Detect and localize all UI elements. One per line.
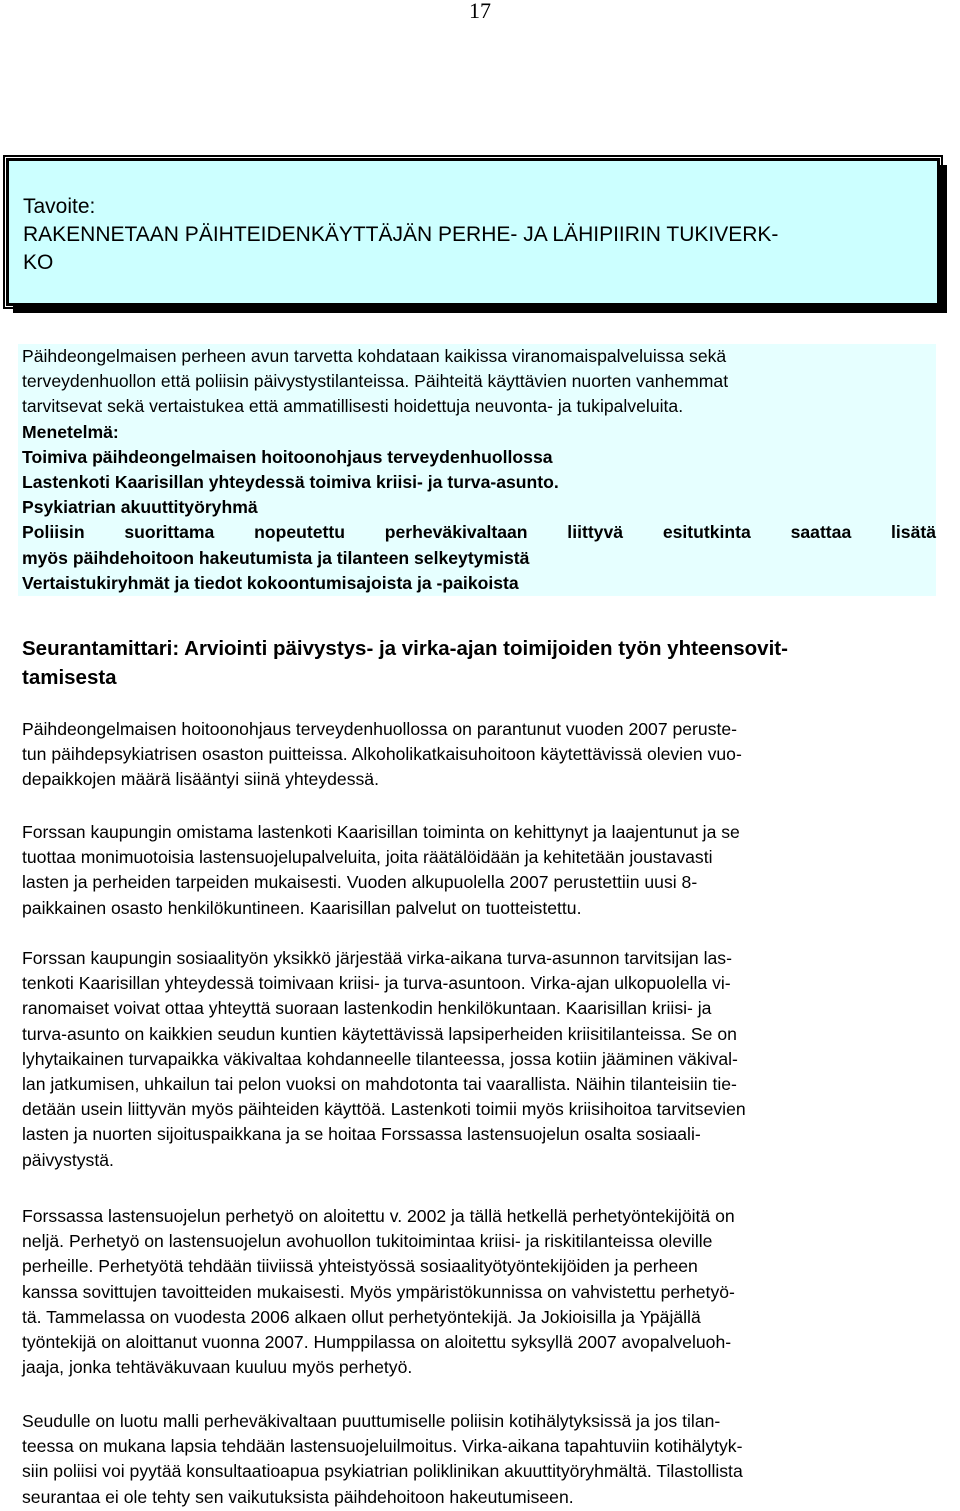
paragraph-line: Seudulle on luotu malli perheväkivaltaan puuttumiselle poliisin kotihälytyksissä ja jos tilan- xyxy=(22,1411,721,1431)
paragraph-line: työntekijä on aloittanut vuonna 2007. Humppilassa on aloitettu syksyllä 2007 avopalveluoh- xyxy=(22,1332,732,1353)
method-highlight-block xyxy=(18,344,936,596)
paragraph-line: seurantaa ei ole tehty sen vaikutuksista päihdehoitoon hakeutumiseen. xyxy=(22,1486,574,1507)
paragraph-line: tun päihdepsykiatrisen osaston puitteissa. Alkoholikatkaisuhoitoon käytettävissä olevien vuo- xyxy=(22,744,742,765)
intro-line: terveydenhuollon että poliisin päivystystilanteissa. Päihteitä käyttävien nuorten vanhemmat xyxy=(22,371,729,392)
paragraph-line: lyhytaikainen turvapaikka väkivaltaa kohdanneelle tilanteessa, jossa kotiin jääminen väkival- xyxy=(22,1048,738,1069)
method-item: Poliisin suorittama nopeutettu perheväkivaltaan liittyvä esitutkinta saattaa lisätä xyxy=(22,522,936,543)
paragraph-treatment-referral xyxy=(22,717,934,793)
goal-label: Tavoite: xyxy=(23,195,96,218)
paragraph-line: lasten ja perheiden tarpeiden mukaisesti. Vuoden alkupuolella 2007 perustettiin uusi 8- xyxy=(22,872,698,893)
paragraph-line: teessa on mukana lapsia tehdään lastensuojeluilmoitus. Virka-aikana tapahtuviin kotihälytyk- xyxy=(22,1436,743,1457)
method-item: Lastenkoti Kaarisillan yhteydessä toimiva kriisi- ja turva-asunto. xyxy=(22,471,559,492)
paragraph-line: Forssan kaupungin omistama lastenkoti Kaarisillan toiminta on kehittynyt ja laajentunut ja se xyxy=(22,822,740,842)
paragraph-line: paikkainen osasto henkilökuntineen. Kaarisillan palvelut on tuotteistettu. xyxy=(22,897,582,918)
paragraph-line: tuottaa monimuotoisia lastensuojelupalveluita, joita räätälöidään ja kehitetään joustavasti xyxy=(22,847,713,868)
paragraph-line: perheille. Perhetyötä tehdään tiiviissä yhteistyössä sosiaalityötyöntekijöiden ja perheen xyxy=(22,1256,698,1277)
intro-line: Päihdeongelmaisen perheen avun tarvetta kohdataan kaikissa viranomaispalveluissa sekä xyxy=(22,346,727,366)
paragraph-line: tenkoti Kaarisillan yhteydessä toimivaan kriisi- ja turva-asuntoon. Virka-ajan ulkopuolella vi- xyxy=(22,973,731,994)
meter-text: Arviointi päivystys- ja virka-ajan toimijoiden työn yhteensovit- xyxy=(184,637,788,660)
paragraph-childrens-home xyxy=(22,820,934,921)
paragraph-line: neljä. Perhetyö on lastensuojelun avohuollon tukitoimintaa kriisi- ja riskitilanteissa oleville xyxy=(22,1231,713,1252)
paragraph-line: jaaja, jonka tehtäväkuvaan kuuluu myös perhetyö. xyxy=(22,1357,413,1378)
paragraph-line: lan jatkumisen, uhkailun tai pelon vuoksi on mahdotonta tai vaarallista. Näihin tilanteisiin tie- xyxy=(22,1074,737,1095)
paragraph-line: detään usein liittyvän myös päihteiden käyttöä. Lastenkoti toimii myös kriisihoitoa tarvitsevien xyxy=(22,1099,746,1120)
method-item: Toimiva päihdeongelmaisen hoitoonohjaus terveydenhuollossa xyxy=(22,446,553,467)
paragraph-line: Forssan kaupungin sosiaalityön yksikkö järjestää virka-aikana turva-asunnon tarvitsijan las- xyxy=(22,948,732,968)
paragraph-line: kanssa sovittujen tavoitteiden mukaisesti. Myös ympäristökunnissa on vahvistettu perhetyö- xyxy=(22,1281,735,1302)
page-number: 17 xyxy=(469,0,491,23)
paragraph-line: ranomaiset voivat ottaa yhteyttä suoraan lastenkodin henkilökuntaan. Kaarisillan kriisi- ja xyxy=(22,998,712,1019)
goal-title-line: KO xyxy=(23,251,54,274)
paragraph-line: Forssassa lastensuojelun perhetyö on aloitettu v. 2002 ja tällä hetkellä perhetyöntekijöitä on xyxy=(22,1206,735,1226)
goal-title-line: RAKENNETAAN PÄIHTEIDENKÄYTTÄJÄN PERHE- JA LÄHIPIIRIN TUKIVERK- xyxy=(23,223,779,246)
evaluation-meter xyxy=(22,634,932,692)
paragraph-line: depaikkojen määrä lisääntyi siinä yhteydessä. xyxy=(22,769,379,790)
paragraph-line: turva-asunto on kaikkien seudun kuntien käytettävissä lapsiperheiden kriisitilanteissa. Se on xyxy=(22,1023,737,1044)
method-item: Vertaistukiryhmät ja tiedot kokoontumisajoista ja -paikoista xyxy=(22,572,519,593)
method-item: Psykiatrian akuuttityöryhmä xyxy=(22,497,258,518)
paragraph-line: päivystystä. xyxy=(22,1149,114,1170)
paragraph-domestic-violence xyxy=(22,1409,934,1510)
paragraph-family-work xyxy=(22,1204,934,1380)
paragraph-social-work xyxy=(22,946,934,1173)
paragraph-line: siin poliisi voi pyytää konsultaatioapua psykiatrian poliklinikan akuuttityöryhmältä. Tilastollista xyxy=(22,1461,743,1482)
method-item: myös päihdehoitoon hakeutumista ja tilanteen selkeytymistä xyxy=(22,547,530,568)
meter-text-continued: tamisesta xyxy=(22,666,117,689)
method-heading: Menetelmä: xyxy=(22,421,119,442)
meter-label: Seurantamittari: xyxy=(22,637,180,660)
intro-line: tarvitsevat sekä vertaistukea että ammatillisesti hoidettuja neuvonta- ja tukipalveluita. xyxy=(22,396,684,417)
paragraph-line: lasten ja nuorten sijoituspaikkana ja se hoitaa Forssassa lastensuojelun osalta sosiaali- xyxy=(22,1124,701,1145)
paragraph-line: Päihdeongelmaisen hoitoonohjaus terveydenhuollossa on parantunut vuoden 2007 peruste- xyxy=(22,719,738,739)
goal-box xyxy=(6,158,940,306)
paragraph-line: tä. Tammelassa on vuodesta 2006 alkaen ollut perhetyöntekijä. Ja Jokioisilla ja Ypäjällä xyxy=(22,1306,701,1327)
